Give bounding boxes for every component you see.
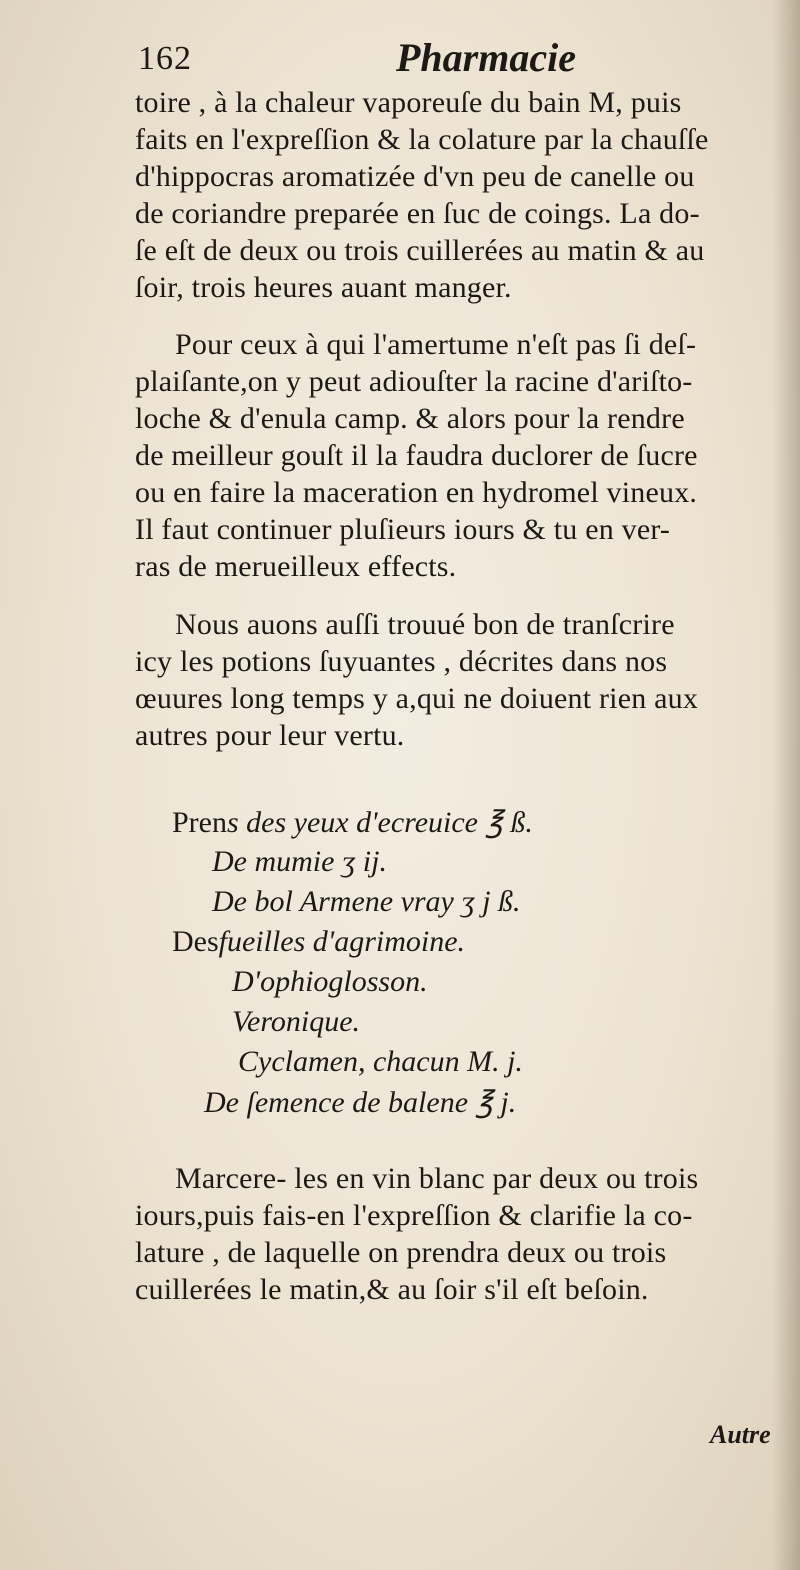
recipe-text: s des yeux d'ecreuice ℥ ß. xyxy=(227,806,533,839)
text-line: cuillerées le matin,& au ſoir s'il eſt beſoin. xyxy=(135,1273,649,1306)
paragraph-4 xyxy=(135,1160,795,1308)
text-line: autres pour leur vertu. xyxy=(135,719,405,752)
recipe-line xyxy=(172,925,465,965)
paragraph-1 xyxy=(135,84,795,306)
paragraph-3 xyxy=(135,606,795,754)
text-line: ſe eſt de deux ou trois cuillerées au matin & au xyxy=(135,234,705,267)
recipe-line: De bol Armene vray ʒ j ß. xyxy=(212,885,521,918)
text-line: Il faut continuer pluſieurs iours & tu en ver- xyxy=(135,513,671,546)
text-line: de meilleur gouſt il la faudra duclorer de ſucre xyxy=(135,439,698,472)
recipe-block xyxy=(0,805,800,1145)
recipe-line: Veronique. xyxy=(232,1005,361,1038)
page-number: 162 xyxy=(138,40,192,77)
text-line: toire , à la chaleur vaporeuſe du bain M, puis xyxy=(135,86,682,119)
text-line: œuures long temps y a,qui ne doiuent rien aux xyxy=(135,682,699,715)
recipe-line: D'ophioglosson. xyxy=(232,965,428,998)
text-line: loche & d'enula camp. & alors pour la rendre xyxy=(135,402,685,435)
recipe-line: De ſemence de balene ℥ j. xyxy=(204,1086,517,1119)
recipe-line: De mumie ʒ ij. xyxy=(212,845,387,878)
paragraph-2 xyxy=(135,326,795,585)
text-line: plaiſante,on y peut adiouſter la racine d'ariſto- xyxy=(135,365,693,398)
text-line: faits en l'expreſſion & la colature par la chauſſe xyxy=(135,123,709,156)
text-line: de coriandre preparée en ſuc de coings. La do- xyxy=(135,197,700,230)
text-line: ou en faire la maceration en hydromel vineux. xyxy=(135,476,698,509)
text-line: lature , de laquelle on prendra deux ou trois xyxy=(135,1236,667,1269)
text-line: iours,puis fais-en l'expreſſion & clarifie la co- xyxy=(135,1199,693,1232)
text-line: Marcere- les en vin blanc par deux ou trois xyxy=(175,1162,699,1195)
text-line: ſoir, trois heures auant manger. xyxy=(135,271,512,304)
running-title: Pharmacie xyxy=(396,35,576,80)
recipe-word: Pren xyxy=(172,806,227,839)
recipe-line: Cyclamen, chacun M. j. xyxy=(238,1045,523,1078)
recipe-word: Des xyxy=(172,925,219,958)
text-line: Nous auons auſſi trouué bon de tranſcrire xyxy=(175,608,675,641)
text-line: Pour ceux à qui l'amertume n'eſt pas ſi deſ- xyxy=(175,328,697,361)
recipe-text: fueilles d'agrimoine. xyxy=(218,925,466,958)
text-line: d'hippocras aromatizée d'vn peu de canelle ou xyxy=(135,160,695,193)
recipe-line xyxy=(172,805,533,845)
text-line: icy les potions ſuyuantes , décrites dans nos xyxy=(135,645,668,678)
page-header xyxy=(138,34,778,84)
catchword: Autre xyxy=(710,1420,771,1449)
text-line: ras de merueilleux effects. xyxy=(135,550,457,583)
